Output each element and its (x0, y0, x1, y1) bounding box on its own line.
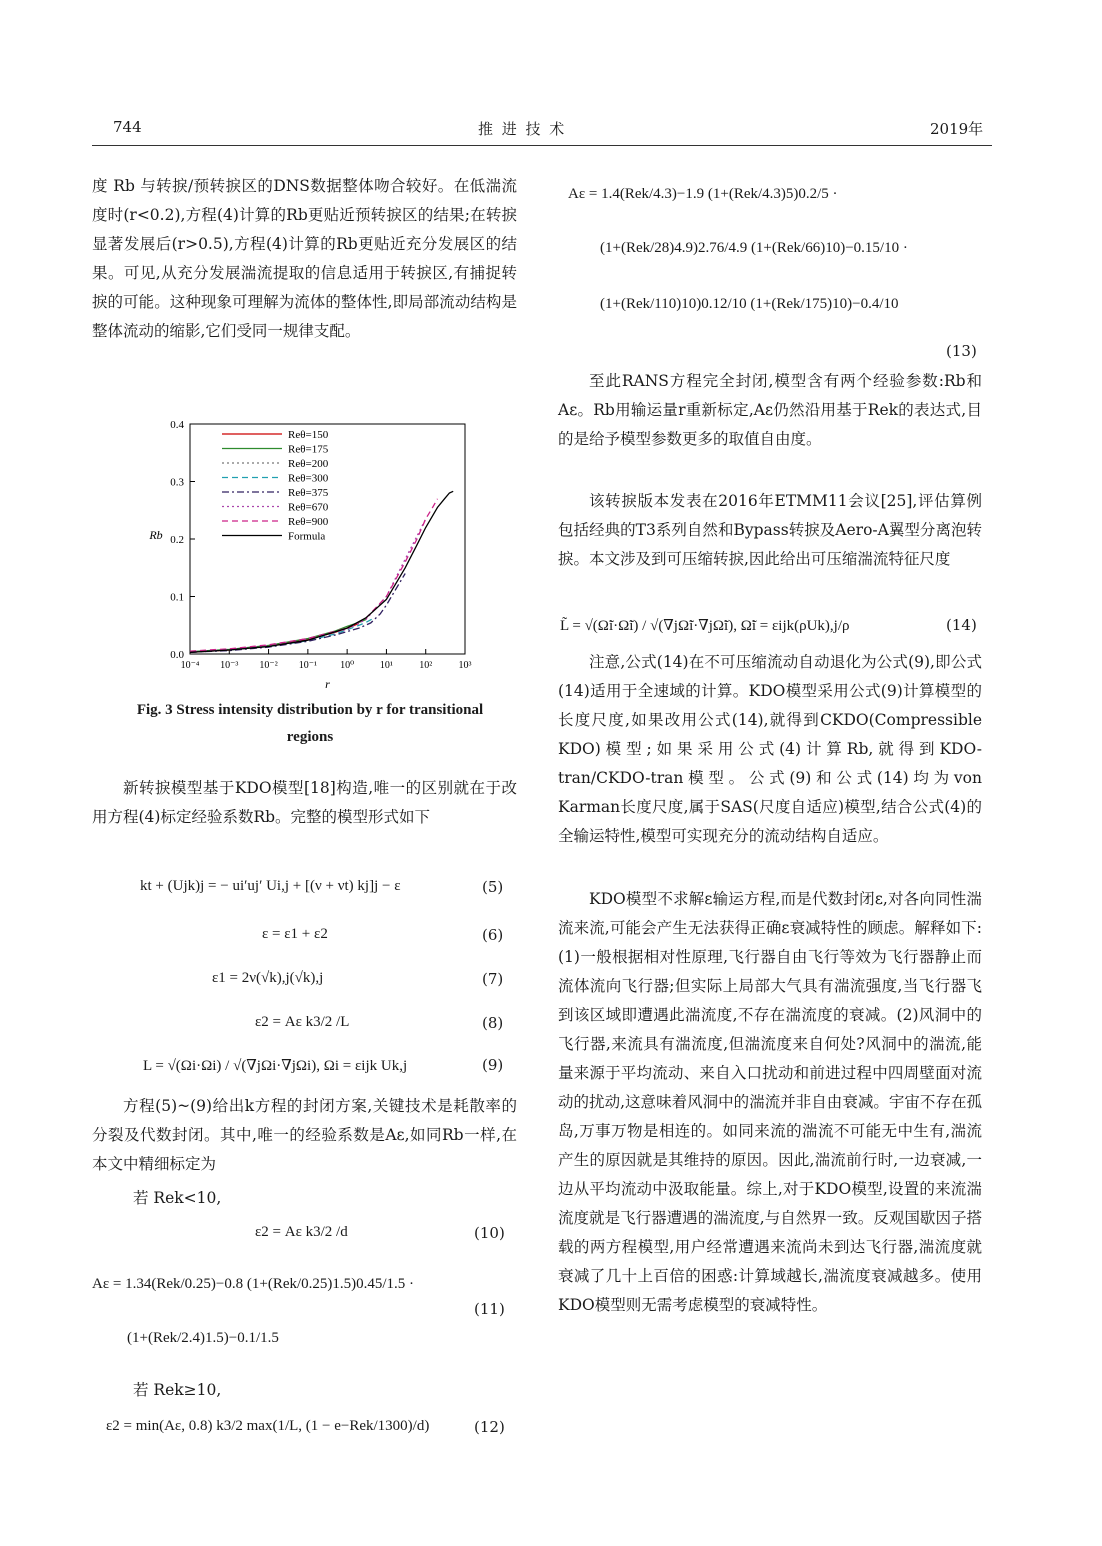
equation-13a: Aε = 1.4(Rek/4.3)−1.9 (1+(Rek/4.3)5)0.2/5 · (568, 186, 838, 202)
y-axis-label: Rb (149, 528, 163, 542)
legend-label: Reθ=200 (288, 458, 329, 470)
page-number: 744 (113, 118, 142, 136)
x-tick-label: 10⁻³ (220, 660, 239, 671)
legend-label: Reθ=900 (288, 516, 329, 528)
equation-13c: (1+(Rek/110)10)0.12/10 (1+(Rek/175)10)−0.4/10 (600, 296, 899, 312)
left-para-3: 方程(5)~(9)给出k方程的封闭方案,关键技术是耗散率的分裂及代数封闭。其中,唯一的经验系数是Aε,如同Rb一样,在本文中精细标定为 (92, 1097, 517, 1173)
legend-label: Reθ=375 (288, 487, 329, 499)
x-tick-label: 10⁻¹ (298, 660, 317, 671)
series-line (190, 624, 359, 653)
y-tick-label: 0.3 (170, 476, 184, 489)
right-para-2: 该转捩版本发表在2016年ETMM11会议[25],评估算例包括经典的T3系列自然和Bypass转捩及Aero-A翼型分离泡转捩。本文涉及到可压缩转捩,因此给出可压缩湍流特征尺度 (558, 492, 982, 568)
x-tick-label: 10⁰ (340, 660, 355, 671)
series-line (190, 618, 375, 653)
equation-12: ε2 = min(Aε, 0.8) k3/2 max(1/L, (1 − e−Rek/1300)/d) (106, 1418, 430, 1434)
equation-10: ε2 = Aε k3/2 /d (255, 1224, 348, 1240)
equation-14: L̃ = √(Ω̃i·Ω̃i) / √(∇jΩ̃i·∇jΩ̃i), Ω̃i = εijk(ρUk),j/ρ (560, 618, 850, 634)
legend-label: Reθ=150 (288, 429, 329, 441)
x-tick-label: 10⁻⁴ (180, 660, 200, 671)
left-para-2: 新转捩模型基于KDO模型[18]构造,唯一的区别就在于改用方程(4)标定经验系数Rb。完整的模型形式如下 (92, 779, 517, 826)
equation-9: L = √(Ωi·Ωi) / √(∇jΩi·∇jΩi), Ωi = εijk Uk,j (143, 1058, 408, 1074)
header-rule (92, 145, 992, 146)
equation-7: ε1 = 2ν(√k),j(√k),j (212, 970, 324, 986)
equation-5: kt + (Ujk)j = − ui′uj′ Ui,j + [(ν + νt) kj]j − ε (140, 878, 401, 894)
rb-chart (135, 412, 480, 692)
x-tick-label: 10¹ (379, 660, 393, 671)
legend-label: Reθ=175 (288, 443, 329, 456)
y-tick-label: 0.4 (170, 419, 184, 431)
legend-label: Reθ=670 (288, 501, 329, 514)
right-para-3: 注意,公式(14)在不可压缩流动自动退化为公式(9),即公式(14)适用于全速域的计算。KDO模型采用公式(9)计算模型的长度尺度,如果改用公式(14),就得到CKDO(Compressible KDO)模型;如果采用公式(4)计算Rb,就得到KDO-tran/CKDO-tran模型。公式(9)和公式(14)均为von Karman长度尺度,属于SAS(尺度自适应)模型,结合公式(4)的全输运特性,模型可实现充分的流动结构自适应。 (558, 653, 982, 845)
figure-caption: Fig. 3 Stress intensity distribution by r for transitional regions (136, 702, 484, 745)
condition-2: 若 Rek≥10, (133, 1381, 222, 1399)
right-para-1: 至此RANS方程完全封闭,模型含有两个经验参数:Rb和Aε。Rb用输运量r重新标定,Aε仍然沿用基于Rek的表达式,目的是给予模型参数更多的取值自由度。 (558, 372, 982, 448)
journal-name: 推 进 技 术 (478, 120, 567, 138)
equation-11a: Aε = 1.34(Rek/0.25)−0.8 (1+(Rek/0.25)1.5)0.45/1.5 · (92, 1276, 415, 1292)
equation-11b: (1+(Rek/2.4)1.5)−0.1/1.5 (127, 1330, 279, 1346)
year: 2019年 (930, 120, 984, 138)
legend-label: Formula (288, 530, 326, 543)
x-tick-label: 10⁻² (259, 660, 278, 671)
series-line (190, 620, 366, 652)
y-tick-label: 0.0 (170, 649, 184, 661)
right-para-4: KDO模型不求解ε输运方程,而是代数封闭ε,对各向同性湍流来流,可能会产生无法获得正确ε衰减特性的顾虑。解释如下:(1)一般根据相对性原理,飞行器自由飞行等效为飞行器静止而流体流向飞行器;但实际上局部大气具有湍流强度,当飞行器飞到该区域即遭遇此湍流度,不存在湍流度的衰减。(2)风洞中的飞行器,来流具有湍流度,但湍流度来自何处?风洞中的湍流,能量来源于平均流动、来自入口扰动和前进过程中四周壁面对流动的扰动,这意味着风洞中的湍流并非自由衰减。宇宙不存在孤岛,万事万物是相连的。如同来流的湍流不可能无中生有,湍流产生的原因就是其维持的原因。因此,湍流前行时,一边衰减,一边从平均流动中汲取能量。综上,对于KDO模型,设置的来流湍流度就是飞行器遭遇的湍流度,与自然界一致。反观国歇因子搭载的两方程模型,用户经常遭遇来流尚未到达飞行器,湍流度就衰减了几十上百倍的困惑:计算域越长,湍流度衰减越多。使用KDO模型则无需考虑模型的衰减特性。 (558, 890, 982, 1314)
x-tick-label: 10² (419, 660, 433, 671)
y-tick-label: 0.1 (170, 591, 184, 604)
x-tick-label: 10³ (458, 660, 472, 671)
equation-8: ε2 = Aε k3/2 /L (255, 1014, 350, 1030)
legend-label: Reθ=300 (288, 472, 329, 485)
equation-6: ε = ε1 + ε2 (262, 926, 328, 942)
series-line (190, 620, 366, 652)
left-para-1: 度 Rb 与转捩/预转捩区的DNS数据整体吻合较好。在低湍流度时(r<0.2),方程(4)计算的Rb更贴近预转捩区的结果;在转捩显著发展后(r>0.5),方程(4)计算的Rb更贴近充分发展区的结果。可见,从充分发展湍流提取的信息适用于转捩区,有捕捉转捩的可能。这种现象可理解为流体的整体性,即局部流动结构是整体流动的缩影,它们受同一规律支配。 (92, 177, 517, 340)
x-axis-label: r (325, 677, 330, 691)
condition-1: 若 Rek<10, (133, 1189, 222, 1207)
y-tick-label: 0.2 (170, 534, 184, 546)
equation-13b: (1+(Rek/28)4.9)2.76/4.9 (1+(Rek/66)10)−0.15/10 · (600, 240, 908, 256)
